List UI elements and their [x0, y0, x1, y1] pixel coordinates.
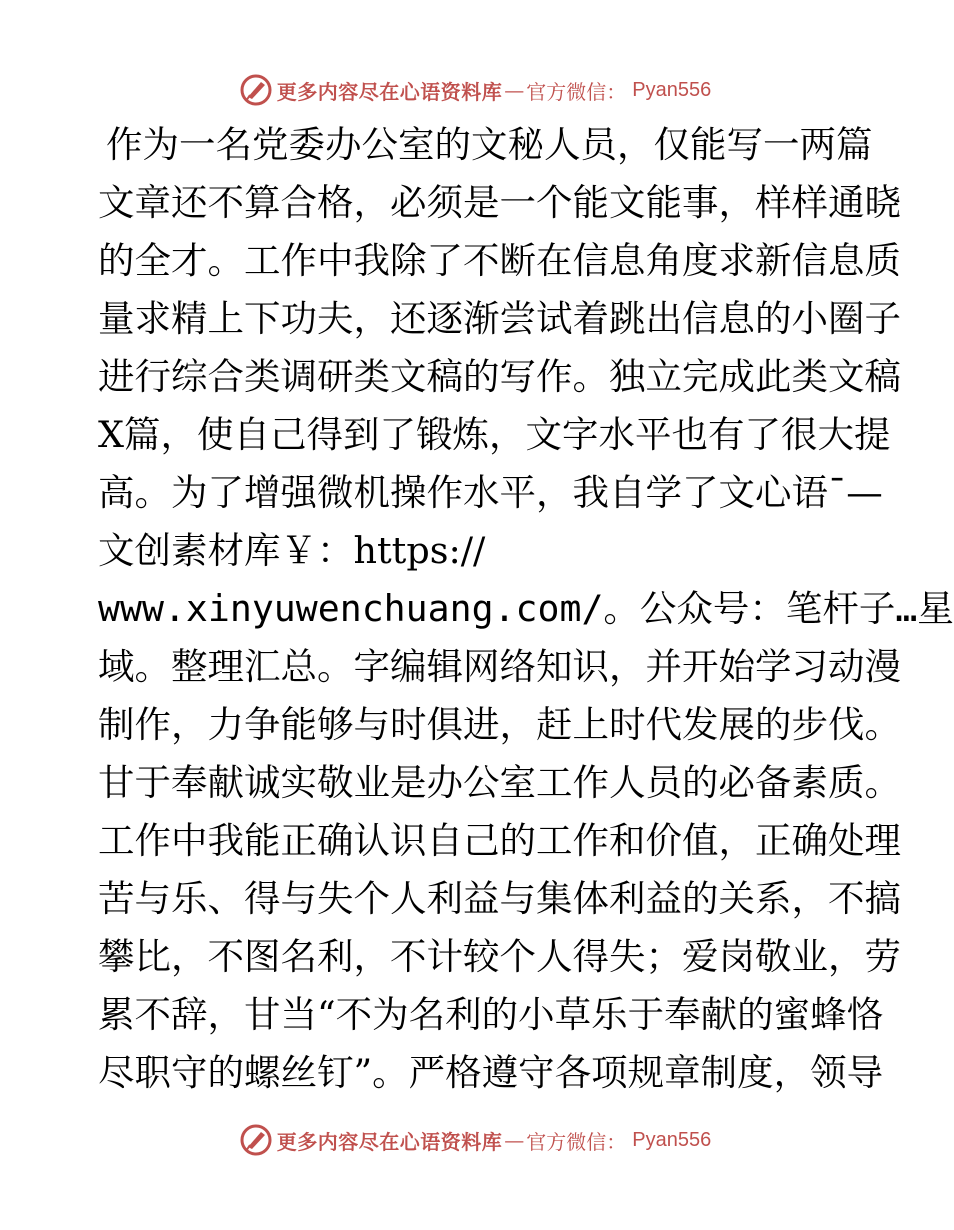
text-line-13: 工作中我能正确认识自己的工作和价值，正确处理: [98, 819, 901, 862]
footer-site-text: 更多内容尽在心语资料库: [276, 1129, 503, 1154]
text-line-16: 累不辞，甘当“不为名利的小草乐于奉献的蜜蜂恪: [98, 993, 884, 1036]
header-dash: —: [504, 78, 525, 102]
text-line-6: X篇，使自己得到了锻炼，文字水平也有了很大提: [98, 413, 891, 456]
text-line-1: 作为一名党委办公室的文秘人员，仅能写一两篇: [106, 123, 873, 166]
footer-dash: —: [504, 1128, 525, 1152]
text-line-12: 甘于奉献诚实敬业是办公室工作人员的必备素质。: [98, 761, 901, 804]
header-wechat-label: 官方微信：: [526, 79, 627, 104]
body-text: [98, 116, 954, 1102]
text-line-17: 尽职守的螺丝钉”。严格遵守各项规章制度，领导: [98, 1051, 884, 1094]
text-line-7: 高。为了增强微机操作水平，我自学了文心语¯—: [98, 471, 883, 514]
footer-wechat-id: Pyan556: [632, 1128, 712, 1151]
header-site-text: 更多内容尽在心语资料库: [276, 79, 503, 104]
footer-wechat-label: 官方微信：: [526, 1129, 627, 1154]
text-line-9: www.xinyuwenchuang.com/。公众号：笔杆子…星: [98, 587, 954, 630]
quill-logo-icon: [239, 1123, 273, 1157]
text-line-8: 文创素材库￥：https://: [98, 529, 486, 572]
text-line-5: 进行综合类调研类文稿的写作。独立完成此类文稿: [98, 355, 901, 398]
header-wechat-id: Pyan556: [632, 78, 712, 101]
text-line-3: 的全才。工作中我除了不断在信息角度求新信息质: [98, 239, 901, 282]
text-line-10: 域。整理汇总。字编辑网络知识，并开始学习动漫: [98, 645, 901, 688]
text-line-11: 制作，力争能够与时俱进，赶上时代发展的步伐。: [98, 703, 901, 746]
text-line-15: 攀比，不图名利，不计较个人得失；爱岗敬业，劳: [98, 935, 901, 978]
footer-watermark: [0, 1120, 950, 1160]
text-line-14: 苦与乐、得与失个人利益与集体利益的关系，不搞: [98, 877, 901, 920]
quill-logo-icon: [239, 73, 273, 107]
header-watermark: [0, 70, 950, 110]
text-line-4: 量求精上下功夫，还逐渐尝试着跳出信息的小圈子: [98, 297, 901, 340]
text-line-2: 文章还不算合格，必须是一个能文能事，样样通晓: [98, 181, 901, 224]
